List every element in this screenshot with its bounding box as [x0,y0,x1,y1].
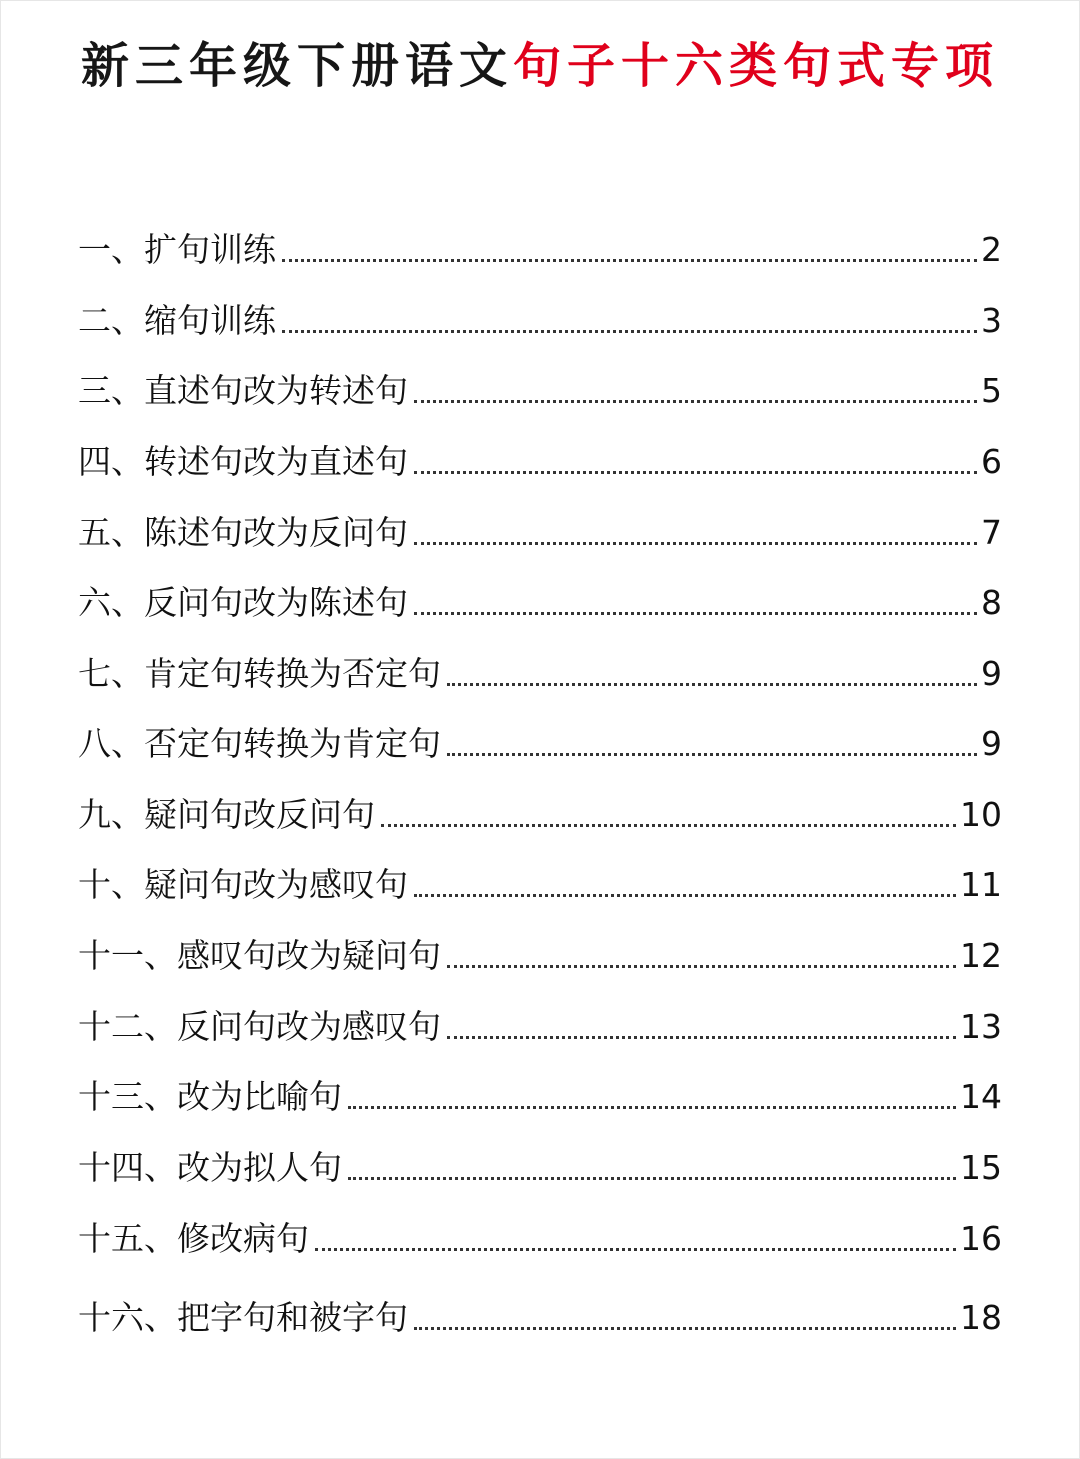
dot-leader [348,1106,956,1109]
toc-entry-5[interactable] [78,495,1002,555]
dot-leader [447,753,977,756]
toc-entry-2[interactable] [78,283,1002,343]
toc-entry-page: 3 [981,301,1002,340]
toc-entry-page: 15 [960,1148,1002,1187]
toc-entry-label: 八、否定句转换为肯定句 [78,724,441,763]
dot-leader [447,683,977,686]
toc-entry-page: 14 [960,1077,1002,1116]
dot-leader [315,1248,956,1251]
toc-entry-label: 六、反问句改为陈述句 [78,583,408,622]
toc-entry-13[interactable] [78,1059,1002,1119]
toc-entry-label: 十一、感叹句改为疑问句 [78,936,441,975]
toc-entry-page: 9 [981,724,1002,763]
dot-leader [282,330,977,333]
page-title [0,34,1080,98]
toc-entry-4[interactable] [78,424,1002,484]
toc-entry-label: 四、转述句改为直述句 [78,442,408,481]
toc-entry-label: 五、陈述句改为反问句 [78,513,408,552]
toc-entry-page: 2 [981,230,1002,269]
toc-entry-16[interactable] [78,1280,1002,1340]
dot-leader [447,965,956,968]
dot-leader [282,259,977,262]
toc-entry-label: 十、疑问句改为感叹句 [78,865,408,904]
dot-leader [414,894,956,897]
toc-entry-page: 10 [960,795,1002,834]
toc-entry-page: 16 [960,1219,1002,1258]
dot-leader [381,824,956,827]
toc-entry-page: 7 [981,513,1002,552]
toc-entry-page: 18 [960,1298,1002,1337]
toc-entry-label: 二、缩句训练 [78,301,276,340]
title-part-1: 新三年级下册语文 [80,38,513,94]
toc-entry-page: 9 [981,654,1002,693]
toc-entry-label: 九、疑问句改反问句 [78,795,375,834]
toc-entry-12[interactable] [78,989,1002,1049]
toc-entry-page: 5 [981,371,1002,410]
dot-leader [414,1327,956,1330]
toc-entry-10[interactable] [78,847,1002,907]
toc-entry-page: 8 [981,583,1002,622]
dot-leader [414,542,977,545]
toc-entry-label: 七、肯定句转换为否定句 [78,654,441,693]
toc-entry-page: 11 [960,865,1002,904]
toc-entry-6[interactable] [78,565,1002,625]
toc-entry-label: 十三、改为比喻句 [78,1077,342,1116]
dot-leader [447,1036,956,1039]
toc-entry-14[interactable] [78,1130,1002,1190]
toc-entry-page: 12 [960,936,1002,975]
toc-entry-1[interactable] [78,212,1002,272]
toc-entry-label: 一、扩句训练 [78,230,276,269]
toc-entry-15[interactable] [78,1201,1002,1261]
dot-leader [414,612,977,615]
toc-entry-11[interactable] [78,918,1002,978]
dot-leader [348,1177,956,1180]
toc-entry-label: 十二、反问句改为感叹句 [78,1007,441,1046]
toc-entry-label: 十五、修改病句 [78,1219,309,1258]
toc-entry-label: 十四、改为拟人句 [78,1148,342,1187]
toc-entry-label: 十六、把字句和被字句 [78,1298,408,1337]
toc-entry-3[interactable] [78,353,1002,413]
toc-entry-page: 6 [981,442,1002,481]
toc-entry-9[interactable] [78,777,1002,837]
dot-leader [414,471,977,474]
dot-leader [414,400,977,403]
toc-entry-7[interactable] [78,636,1002,696]
title-part-2: 句子十六类句式专项 [513,38,1000,94]
toc-entry-8[interactable] [78,706,1002,766]
toc-entry-label: 三、直述句改为转述句 [78,371,408,410]
toc-entry-page: 13 [960,1007,1002,1046]
